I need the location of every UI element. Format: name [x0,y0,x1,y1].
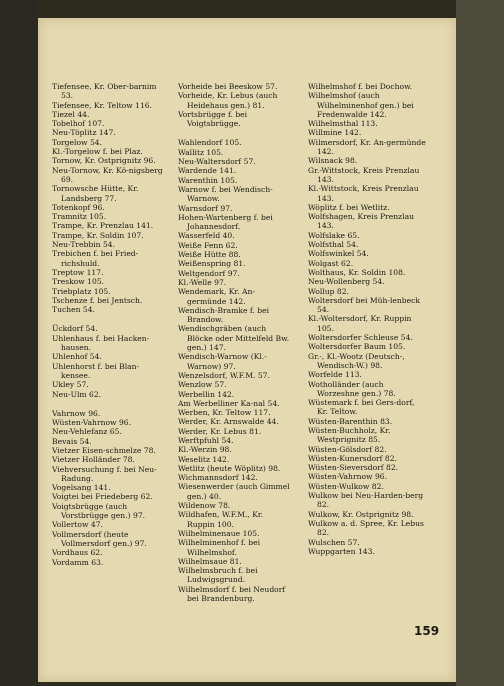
index-entry: Tiezel 44. [52,109,90,119]
index-entry: Wulschen 57. [308,537,360,547]
index-entry: Neu-Töplitz 147. [52,128,116,138]
index-entry: Wüsten-Sieversdorf 82. [308,463,399,473]
index-entry: Wilmersdorf, Kr. An-germünde 142. [308,137,426,157]
index-entry: Vogelsang 141. [52,483,111,493]
index-entry: Trampe, Kr. Prenzlau 141. [52,221,154,231]
index-entry: Warnsdorf 97. [178,203,233,213]
index-entry: Neu-Vehlefanz 65. [52,427,122,437]
book-cover-edge [456,0,504,686]
index-entry: Wildhafen, W.F.M., Kr. Ruppin 100. [178,510,264,529]
index-entry: Wüsten-Wulkow 82. [308,481,384,491]
index-entry: Totenkopf 96. [52,202,105,212]
index-entry: Warnow f. bei Wendisch-Warnow. [178,184,273,204]
index-entry: Tornowsche Hütte, Kr. Landsberg 77. [52,184,139,203]
index-entry: Wolfswinkel 54. [308,249,369,259]
index-entry: Wichmannsdorf 142. [178,473,258,483]
index-entry: Neu-Waltersdorf 57. [178,157,256,167]
index-entry: Wüsten-Kunersdorf 82. [308,453,397,463]
index-entry: Vollmersdorf (heute Vollmersdorf gen.) 97. [52,529,147,548]
index-entry: Weiße Hütte 88. [178,250,241,260]
index-entry: Wendisch-Bramke f. bei Brandow. [178,305,270,325]
index-entry: Werder, Kr. Lebus 81. [178,426,262,436]
index-entry: Vietzer Eisen-schmelze 78. [52,445,156,455]
index-entry: Tschenze f. bei Jentsch. [52,295,143,305]
index-entry: Wüsten-Vahrnow 96. [52,418,132,428]
index-entry: Wildenow 78. [178,501,231,511]
index-entry: Uhlenhof 54. [52,352,102,362]
index-entry: Gr.-Wittstock, Kreis Prenzlau 143. [308,165,420,184]
index-entry: Kl.-Torgelow f. bei Plaz. [52,147,143,157]
index-column-2 [178,82,292,603]
index-entry: Wiesenwerder (auch Gimmel gen.) 40. [178,482,290,501]
page-number: 159 [414,624,440,638]
index-entry: Vordamm 63. [52,557,104,567]
index-entry: Uhlenhorst f. bei Blan-kensee. [52,361,140,380]
index-entry: Wendemark, Kr. An-germünde 142. [178,287,255,306]
index-entry: Wardende 141. [178,166,237,176]
index-entry: Vortsbrügge f. bei Voigtsbrügge. [178,109,248,129]
index-entry: Trebichen f. bei Fried-richshuld. [52,249,139,268]
index-entry: Vietzer Holländer 78. [52,455,135,465]
index-column-3 [308,82,426,556]
index-entry: Tobelhof 107. [52,119,105,129]
index-entry: Wilhelmshof f. bei Dochow. [308,82,413,91]
index-entry: Treskow 105. [52,277,105,287]
index-entry: Werftpfuhl 54. [178,435,234,445]
index-entry: Vordhaus 62. [52,548,103,558]
index-entry: Wollup 82. [308,286,349,296]
index-entry: Wotholländer (auch Worzeshne gen.) 78. [308,379,396,398]
index-entry: Wolfslake 65. [308,230,360,240]
index-entry: Wulkow a. d. Spree, Kr. Lebus 82. [308,518,424,538]
index-entry: Torgelow 54. [52,137,103,147]
index-entry: Triebplatz 105. [52,286,111,296]
index-entry: Voigtsbrügge (auch Vorstbrügge gen.) 97. [52,501,146,521]
index-entry: Wilhelminenaue 105. [178,528,260,538]
index-entry: Worfelde 113. [308,370,362,380]
index-entry: Wüsten-Buchholz, Kr. Westprignitz 85. [308,425,391,445]
index-entry: Wolfshagen, Kreis Prenzlau 143. [308,212,414,231]
index-entry: Hohen-Wartenberg f. bei Johannesdorf. [178,212,273,232]
index-entry: Wilhelminenhof f. bei Wilhelmshof. [178,538,261,557]
index-entry: Tiefensee, Kr. Ober-barnim 53. [52,82,157,101]
index-entry: Vahrnow 96. [52,408,101,418]
index-entry: Uhlenhaus f. bei Hacken-hausen. [52,333,150,353]
index-entry: Wilsnack 98. [308,156,358,166]
index-entry: Wulkow, Kr. Ostprignitz 98. [308,509,414,519]
index-entry: Wenzelsdorf, W.F.M. 57. [178,370,270,380]
index-entry: Woltersdorfer Baum 105. [308,342,406,352]
index-entry: Gr.-, Kl.-Wootz (Deutsch-, Wendisch-W.) 98. [308,351,405,370]
index-entry: Viehversuchung f. bei Neu-Radung. [52,464,157,483]
index-entry: Wuppgarten 143. [308,546,375,556]
index-entry: Weselitz 142. [178,454,230,464]
index-column-1 [52,82,164,567]
index-entry: Willmine 142. [308,128,362,138]
index-entry: Trampe, Kr. Soldin 107. [52,230,144,240]
index-entry: Wöplitz f. bei Wetlitz. [308,202,390,212]
index-entry: Werder, Kr. Arnswalde 44. [178,417,279,427]
index-entry: Wahlendorf 105. [178,138,242,148]
index-entry: Am Werbelliner Ka-nal 54. [178,398,280,408]
index-entry: Bevais 54. [52,436,92,446]
index-entry: Wulkow bei Neu-Harden-berg 82. [308,491,424,510]
index-entry: Wilhelmsdorf f. bei Neudorf bei Brandenburg. [178,584,286,604]
index-entry: Wilhelmsaue 81. [178,556,242,566]
index-entry: Ückdorf 54. [52,324,98,334]
index-entry: Werbellin 142. [178,389,235,399]
index-entry: Kl.-Woltersdorf, Kr. Ruppin 105. [308,314,412,333]
index-entry: Tramnitz 105. [52,212,107,222]
index-entry: Kl.-Wittstock, Kreis Prenzlau 143. [308,184,419,203]
index-entry: Vorheide bei Beeskow 57. [178,82,278,91]
index-entry: Wasserfeld 40. [178,231,235,241]
index-entry: Treptow 117. [52,267,104,277]
index-entry: Tornow, Kr. Ostprignitz 96. [52,156,156,166]
index-entry: Wolgast 62. [308,258,354,268]
index-entry: Wenzlow 57. [178,380,227,390]
index-entry: Warenthin 105. [178,175,238,185]
index-entry: Werben, Kr. Teltow 117. [178,408,271,418]
index-entry: Wallitz 105. [178,147,224,157]
index-entry: Neu-Wollenberg 54. [308,277,385,287]
book-spine-edge [0,0,38,686]
index-entry: Wendischgräben (auch Blöcke oder Mittelfeld Bw. gen.) 147. [178,324,290,353]
index-entry: Kl.-Welle 97. [178,277,227,287]
index-entry: Wüstemark f. bei Gers-dorf, Kr. Teltow. [308,398,415,417]
index-entry: Neu-Trebbin 54. [52,240,116,250]
index-entry: Woltersdorf bei Müh-lenbeck 54. [308,295,420,315]
index-entry: Weißenspring 81. [178,259,246,269]
index-entry: Tuchen 54. [52,305,95,315]
index-entry: Tiefensee, Kr. Teltow 116. [52,100,153,110]
index-entry: Weiße Fenn 62. [178,240,238,250]
index-entry: Wolthaus, Kr. Soldin 108. [308,267,406,277]
index-entry: Wilhelmsthal 113. [308,119,378,129]
index-entry: Wüsten-Gölsdorf 82. [308,444,387,454]
index-entry: Wolfsthal 54. [308,240,359,250]
index-entry: Wendisch-Warnow (Kl.-Warnow) 97. [178,352,267,371]
index-entry: Kl.-Werzin 98. [178,445,232,455]
index-entry: Vollertow 47. [52,520,103,530]
index-entry: Wilhelmshof (auch Wilhelminenhof gen.) bei Fredenwalde 142. [308,91,414,119]
index-entry: Neu-Tornow, Kr. Kö-nigsberg 69. [52,165,163,184]
index-entry: Woltersdorfer Schleuse 54. [308,333,413,343]
index-entry: Wüsten-Vahrnow 96. [308,472,388,482]
index-entry: Vorheide, Kr. Lebus (auch Heidehaus gen.) 81. [178,91,278,110]
index-entry: Ukley 57. [52,380,89,390]
index-entry: Voigtei bei Friedeberg 62. [52,492,153,502]
index-entry: Neu-Ulm 62. [52,389,102,399]
index-entry: Wüsten-Barenthin 83. [308,416,393,426]
index-entry: Wilhelmsbruch f. bei Ludwigsgrund. [178,566,258,585]
index-entry: Weltgendorf 97. [178,268,240,278]
index-entry: Wetlitz (heute Wöplitz) 98. [178,463,281,473]
